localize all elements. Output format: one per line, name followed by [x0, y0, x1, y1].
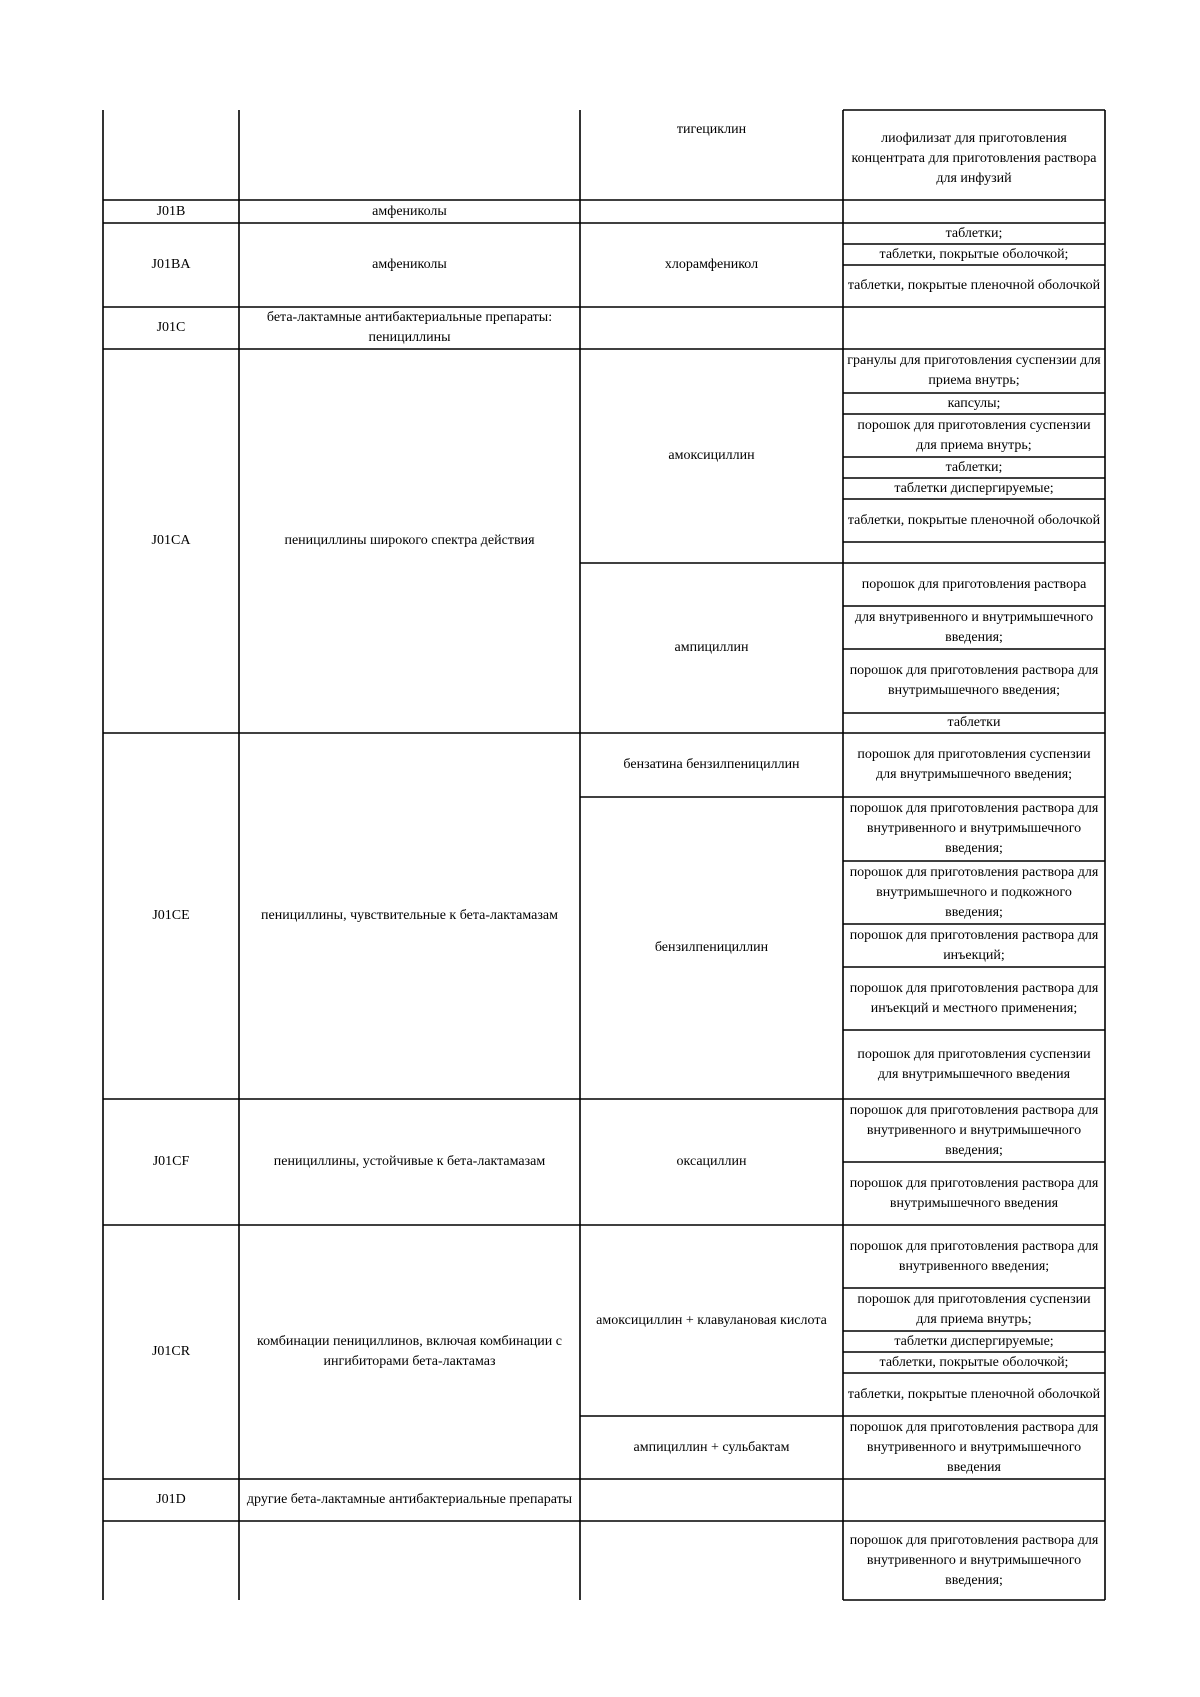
form-cell: порошок для приготовления раствора для внутривенного и внутримышечного введения — [849, 1419, 1099, 1475]
drug-cell: оксациллин — [676, 1154, 747, 1169]
drug-cell: бензатина бензилпенициллин — [623, 757, 800, 772]
form-cell: таблетки, покрытые оболочкой; — [879, 1354, 1069, 1370]
form-cell: порошок для приготовления раствора для внутримышечного введения; — [849, 663, 1099, 698]
group-cell: пенициллины, устойчивые к бета-лактамазам — [273, 1154, 546, 1169]
form-cell: порошок для приготовления раствора для внутримышечного введения — [849, 1175, 1099, 1211]
form-cell: порошок для приготовления суспензии для приема внутрь; — [857, 1291, 1091, 1327]
group-cell: бета-лактамные антибактериальные препараты: пенициллины — [266, 310, 553, 345]
form-cell: таблетки, покрытые пленочной оболочкой — [847, 512, 1101, 528]
form-cell: порошок для приготовления раствора для внутривенного и внутримышечного введения; — [849, 1532, 1099, 1588]
drug-cell: хлорамфеникол — [664, 257, 759, 272]
form-cell: порошок для приготовления суспензии для приема внутрь; — [857, 417, 1091, 453]
group-cell: амфениколы — [372, 203, 447, 219]
form-cell: лиофилизат для приготовления концентрата для приготовления раствора для инфузий — [851, 131, 1097, 186]
atc-code-cell: J01CE — [152, 908, 190, 923]
form-cell: таблетки, покрытые оболочкой; — [879, 246, 1069, 262]
form-cell: для внутривенного и внутримышечного введения; — [854, 609, 1094, 645]
form-cell: гранулы для приготовления суспензии для приема внутрь; — [847, 353, 1101, 388]
drug-cell: амоксициллин — [668, 448, 755, 463]
group-cell: пенициллины, чувствительные к бета-лактамазам — [261, 908, 558, 923]
drug-cell: ампициллин — [674, 640, 749, 655]
form-cell: таблетки, покрытые пленочной оболочкой — [847, 278, 1101, 293]
atc-code-cell: J01B — [156, 203, 186, 219]
form-cell: порошок для приготовления раствора для внутривенного введения; — [849, 1238, 1099, 1274]
atc-code-cell: J01CR — [151, 1344, 191, 1359]
drug-cell: тигециклин — [676, 122, 747, 137]
form-cell: порошок для приготовления раствора для инъекций и местного применения; — [849, 980, 1099, 1016]
group-cell: пенициллины широкого спектра действия — [284, 533, 535, 548]
drug-cell: бензилпенициллин — [654, 940, 769, 955]
form-cell: порошок для приготовления раствора — [861, 576, 1087, 592]
atc-code-cell: J01CF — [152, 1154, 190, 1169]
atc-code-cell: J01C — [156, 320, 186, 335]
form-cell: порошок для приготовления раствора для инъекций; — [849, 927, 1099, 963]
group-cell: комбинации пенициллинов, включая комбинации с ингибиторами бета-лактамаз — [257, 1334, 562, 1369]
form-cell: порошок для приготовления раствора для внутривенного и внутримышечного введения; — [849, 1102, 1099, 1158]
group-cell: другие бета-лактамные антибактериальные препараты — [246, 1492, 573, 1507]
form-cell: порошок для приготовления раствора для внутривенного и внутримышечного введения; — [849, 801, 1099, 856]
form-cell: таблетки; — [945, 225, 1003, 241]
form-cell: таблетки; — [945, 459, 1003, 475]
form-cell — [843, 542, 1105, 563]
atc-code-cell: J01CA — [151, 533, 191, 548]
drug-cell: амоксициллин + клавулановая кислота — [596, 1312, 827, 1328]
form-cell: таблетки диспергируемые; — [894, 1333, 1054, 1349]
form-cell: порошок для приготовления суспензии для внутримышечного введения; — [857, 747, 1091, 782]
atc-code-cell: J01D — [156, 1492, 186, 1507]
form-cell: таблетки — [947, 715, 1001, 730]
form-cell: таблетки, покрытые пленочной оболочкой — [847, 1386, 1101, 1402]
drug-cell: ампициллин + сульбактам — [633, 1439, 790, 1455]
form-cell: порошок для приготовления раствора для внутримышечного и подкожного введения; — [849, 864, 1099, 920]
group-cell: амфениколы — [372, 257, 447, 272]
form-cell: капсулы; — [947, 395, 1001, 411]
form-cell: порошок для приготовления суспензии для внутримышечного введения — [857, 1046, 1091, 1082]
form-cell: таблетки диспергируемые; — [894, 480, 1054, 496]
atc-code-cell: J01BA — [151, 257, 191, 272]
